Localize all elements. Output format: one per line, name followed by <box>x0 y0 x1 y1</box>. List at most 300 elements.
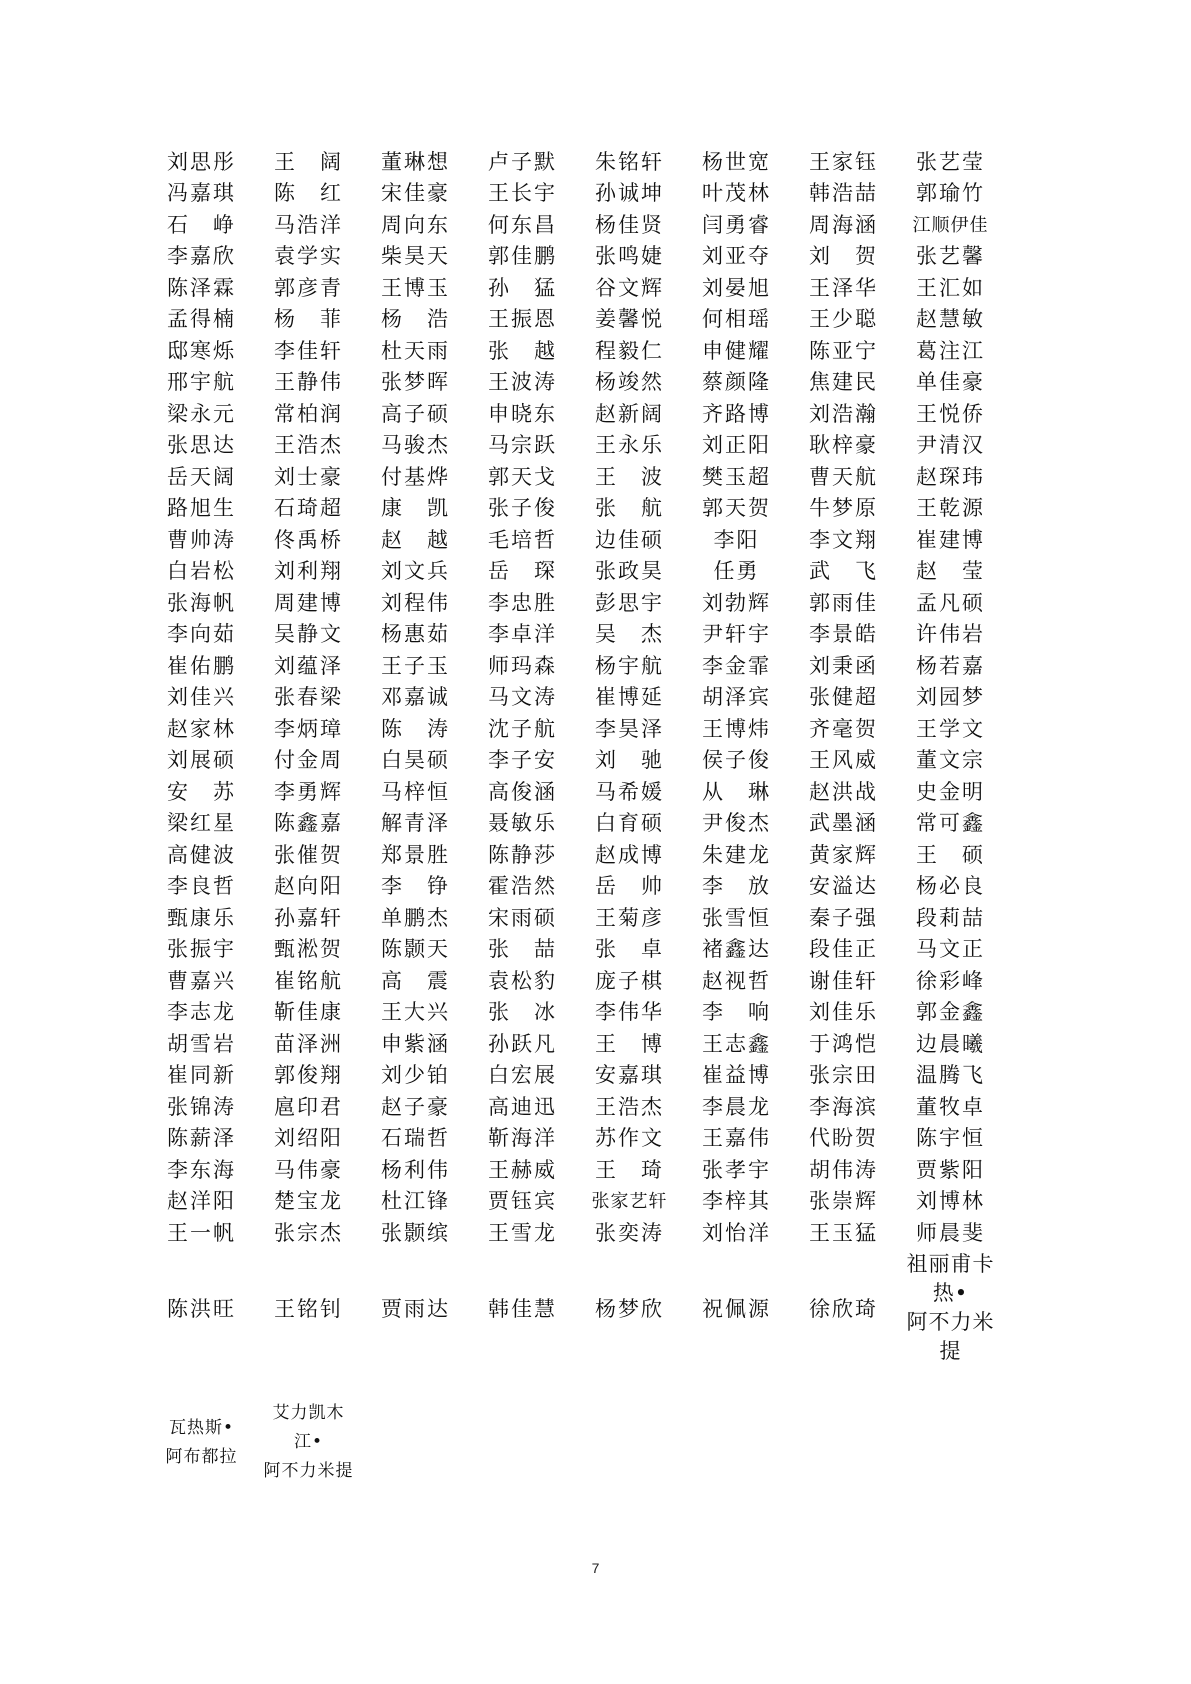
name-cell: 李梓其 <box>702 1189 771 1214</box>
name-row <box>148 492 1068 524</box>
name-cell: 岳天阔 <box>167 464 236 489</box>
name-cell: 石 峥 <box>167 212 236 237</box>
name-cell: 陈洪旺 <box>167 1296 236 1321</box>
name-cell: 杨 浩 <box>381 307 450 332</box>
page-number: 7 <box>591 1560 600 1576</box>
name-cell: 刘程伟 <box>381 590 450 615</box>
name-cell: 王少聪 <box>809 307 878 332</box>
name-cell: 李伟华 <box>595 1000 664 1025</box>
name-cell: 刘晏旭 <box>702 275 771 300</box>
name-cell: 张春梁 <box>274 685 343 710</box>
name-cell: 李金霏 <box>702 653 771 678</box>
name-cell: 崔建博 <box>916 527 985 552</box>
name-cell: 杨 菲 <box>274 307 343 332</box>
name-cell: 李嘉欣 <box>167 244 236 269</box>
name-cell: 孙嘉轩 <box>274 905 343 930</box>
name-cell: 刘园梦 <box>916 685 985 710</box>
name-cell: 苏作文 <box>595 1126 664 1151</box>
name-cell: 蔡颜隆 <box>702 370 771 395</box>
name-cell: 张 冰 <box>488 1000 557 1025</box>
name-cell: 高子硕 <box>381 401 450 426</box>
name-cell: 张艺莹 <box>916 149 985 174</box>
name-cell: 董文宗 <box>916 748 985 773</box>
name-cell: 刘秉函 <box>809 653 878 678</box>
name-row <box>148 1185 1068 1217</box>
name-cell: 张子俊 <box>488 496 557 521</box>
name-cell: 王子玉 <box>381 653 450 678</box>
name-cell: 李文翔 <box>809 527 878 552</box>
name-cell: 刘蕴泽 <box>274 653 343 678</box>
name-cell: 于鸿恺 <box>809 1031 878 1056</box>
name-cell: 焦建民 <box>809 370 878 395</box>
name-row <box>148 303 1068 335</box>
name-cell: 秦子强 <box>809 905 878 930</box>
name-cell: 马梓恒 <box>381 779 450 804</box>
name-cell: 杨宇航 <box>595 653 664 678</box>
name-cell: 王风威 <box>809 748 878 773</box>
name-row <box>148 775 1068 807</box>
name-cell: 张奕涛 <box>595 1220 664 1245</box>
name-cell: 徐欣琦 <box>809 1296 878 1321</box>
name-cell: 刘佳兴 <box>167 685 236 710</box>
name-cell: 常柏润 <box>274 401 343 426</box>
name-cell: 赵琛玮 <box>916 464 985 489</box>
name-cell: 李忠胜 <box>488 590 557 615</box>
name-cell: 贾钰宾 <box>488 1189 557 1214</box>
name-cell: 何东昌 <box>488 212 557 237</box>
name-cell: 从 琳 <box>702 779 771 804</box>
name-cell: 王一帆 <box>167 1220 236 1245</box>
name-cell: 韩佳慧 <box>488 1296 557 1321</box>
name-row <box>148 240 1068 272</box>
name-line: 热• <box>932 1280 969 1305</box>
name-cell: 白育硕 <box>595 811 664 836</box>
name-row <box>148 271 1068 303</box>
name-row <box>148 208 1068 240</box>
name-cell: 张锦涛 <box>167 1094 236 1119</box>
name-cell: 赵 莹 <box>916 559 985 584</box>
name-row <box>148 1216 1068 1248</box>
name-cell: 张颢缤 <box>381 1220 450 1245</box>
name-cell: 崔同新 <box>167 1063 236 1088</box>
name-cell: 侯子俊 <box>702 748 771 773</box>
name-cell: 佟禹桥 <box>274 527 343 552</box>
name-cell: 郑景胜 <box>381 842 450 867</box>
name-cell: 李东海 <box>167 1157 236 1182</box>
name-row <box>148 870 1068 902</box>
name-cell: 王菊彦 <box>595 905 664 930</box>
name-cell: 石琦超 <box>274 496 343 521</box>
name-cell: 姜馨悦 <box>595 307 664 332</box>
name-cell: 王雪龙 <box>488 1220 557 1245</box>
name-cell: 解青泽 <box>381 811 450 836</box>
name-cell: 郭佳鹏 <box>488 244 557 269</box>
name-cell: 甄淞贺 <box>274 937 343 962</box>
name-cell: 董牧卓 <box>916 1094 985 1119</box>
name-cell: 李 铮 <box>381 874 450 899</box>
name-cell: 王 琦 <box>595 1157 664 1182</box>
name-cell: 常可鑫 <box>916 811 985 836</box>
name-cell: 王博玉 <box>381 275 450 300</box>
name-cell: 孙跃凡 <box>488 1031 557 1056</box>
name-cell: 陈 涛 <box>381 716 450 741</box>
name-cell: 柴昊天 <box>381 244 450 269</box>
name-cell: 李景皓 <box>809 622 878 647</box>
name-cell: 张孝宇 <box>702 1157 771 1182</box>
name-cell: 周向东 <box>381 212 450 237</box>
name-cell: 闫勇睿 <box>702 212 771 237</box>
name-cell: 刘浩瀚 <box>809 401 878 426</box>
name-cell: 刘怡洋 <box>702 1220 771 1245</box>
name-cell: 郭天戈 <box>488 464 557 489</box>
name-cell: 齐毫贺 <box>809 716 878 741</box>
name-cell: 杨若嘉 <box>916 653 985 678</box>
name-cell: 王玉猛 <box>809 1220 878 1245</box>
name-cell: 温腾飞 <box>916 1063 985 1088</box>
name-cell: 张 卓 <box>595 937 664 962</box>
name-cell: 王乾源 <box>916 496 985 521</box>
name-cell: 耿梓豪 <box>809 433 878 458</box>
name-cell: 张雪恒 <box>702 905 771 930</box>
name-cell: 郭俊翔 <box>274 1063 343 1088</box>
name-cell: 陈宇恒 <box>916 1126 985 1151</box>
name-cell: 张宗田 <box>809 1063 878 1088</box>
name-cell: 王泽华 <box>809 275 878 300</box>
name-cell: 路旭生 <box>167 496 236 521</box>
name-cell: 韩浩喆 <box>809 181 878 206</box>
name-cell: 王 阔 <box>274 149 343 174</box>
name-cell: 孟凡硕 <box>916 590 985 615</box>
name-cell: 庞子棋 <box>595 968 664 993</box>
name-row <box>148 523 1068 555</box>
name-cell: 王家钰 <box>809 149 878 174</box>
name-cell: 楚宝龙 <box>274 1189 343 1214</box>
name-cell: 刘绍阳 <box>274 1126 343 1151</box>
name-cell: 郭瑜竹 <box>916 181 985 206</box>
name-cell: 江顺伊佳 <box>912 214 989 236</box>
name-cell: 赵 越 <box>381 527 450 552</box>
name-cell: 高 震 <box>381 968 450 993</box>
name-cell: 陈薪泽 <box>167 1126 236 1151</box>
name-cell: 马浩洋 <box>274 212 343 237</box>
name-cell: 冯嘉琪 <box>167 181 236 206</box>
name-cell: 袁松豹 <box>488 968 557 993</box>
name-cell: 崔博延 <box>595 685 664 710</box>
name-line: 阿不力米 <box>906 1309 995 1334</box>
name-cell: 刘少铂 <box>381 1063 450 1088</box>
name-row-final <box>148 1398 1068 1488</box>
name-cell: 马骏杰 <box>381 433 450 458</box>
name-cell: 赵向阳 <box>274 874 343 899</box>
name-cell: 张梦晖 <box>381 370 450 395</box>
name-cell: 李昊泽 <box>595 716 664 741</box>
name-cell: 杨惠茹 <box>381 622 450 647</box>
name-cell: 王悦侨 <box>916 401 985 426</box>
name-cell: 扈印君 <box>274 1094 343 1119</box>
name-cell: 曹嘉兴 <box>167 968 236 993</box>
name-cell: 樊玉超 <box>702 464 771 489</box>
name-cell: 马伟豪 <box>274 1157 343 1182</box>
name-cell: 李卓洋 <box>488 622 557 647</box>
name-cell: 白岩松 <box>167 559 236 584</box>
name-cell: 王 博 <box>595 1031 664 1056</box>
name-cell: 张 航 <box>595 496 664 521</box>
name-cell: 程毅仁 <box>595 338 664 363</box>
name-cell: 陈鑫嘉 <box>274 811 343 836</box>
name-cell: 刘文兵 <box>381 559 450 584</box>
name-cell: 杨佳贤 <box>595 212 664 237</box>
name-cell: 曹帅涛 <box>167 527 236 552</box>
name-cell: 朱铭轩 <box>595 149 664 174</box>
name-cell: 周海涵 <box>809 212 878 237</box>
name-cell: 靳佳康 <box>274 1000 343 1025</box>
name-cell: 朱建龙 <box>702 842 771 867</box>
name-cell: 杨世宽 <box>702 149 771 174</box>
name-cell: 张健超 <box>809 685 878 710</box>
name-cell: 尹俊杰 <box>702 811 771 836</box>
name-cell: 武 飞 <box>809 559 878 584</box>
name-cell: 贾紫阳 <box>916 1157 985 1182</box>
name-cell: 马文正 <box>916 937 985 962</box>
name-row <box>148 649 1068 681</box>
name-row <box>148 901 1068 933</box>
name-cell: 杜天雨 <box>381 338 450 363</box>
name-cell: 褚鑫达 <box>702 937 771 962</box>
name-cell: 叶茂林 <box>702 181 771 206</box>
name-cell: 张 越 <box>488 338 557 363</box>
name-cell: 董琳想 <box>381 149 450 174</box>
name-cell-multiline <box>255 1399 362 1486</box>
name-cell: 尹清汉 <box>916 433 985 458</box>
name-row <box>148 1090 1068 1122</box>
name-cell: 高健波 <box>167 842 236 867</box>
name-cell: 祝佩源 <box>702 1296 771 1321</box>
name-cell: 李子安 <box>488 748 557 773</box>
name-cell: 邸寒烁 <box>167 338 236 363</box>
name-cell: 张崇辉 <box>809 1189 878 1214</box>
name-cell: 王大兴 <box>381 1000 450 1025</box>
name-cell: 孟得楠 <box>167 307 236 332</box>
name-cell: 邓嘉诚 <box>381 685 450 710</box>
name-line: 提 <box>939 1338 962 1363</box>
name-cell: 卢子默 <box>488 149 557 174</box>
name-cell: 杨利伟 <box>381 1157 450 1182</box>
name-line: 阿不力米提 <box>263 1461 354 1481</box>
name-cell: 刘勃辉 <box>702 590 771 615</box>
name-cell: 陈 红 <box>274 181 343 206</box>
name-cell: 白昊硕 <box>381 748 450 773</box>
name-cell: 马文涛 <box>488 685 557 710</box>
name-cell: 袁学实 <box>274 244 343 269</box>
name-cell: 付金周 <box>274 748 343 773</box>
name-cell: 何相瑶 <box>702 307 771 332</box>
name-line: 艾力凯木 <box>272 1403 345 1423</box>
name-cell: 宋雨硕 <box>488 905 557 930</box>
name-cell: 史金明 <box>916 779 985 804</box>
name-cell: 杜江锋 <box>381 1189 450 1214</box>
name-cell: 吴 杰 <box>595 622 664 647</box>
name-cell: 张催贺 <box>274 842 343 867</box>
name-row <box>148 1059 1068 1091</box>
name-cell: 葛注江 <box>916 338 985 363</box>
name-cell: 王永乐 <box>595 433 664 458</box>
name-row <box>148 177 1068 209</box>
name-cell: 王 波 <box>595 464 664 489</box>
name-cell: 李晨龙 <box>702 1094 771 1119</box>
name-cell: 段佳正 <box>809 937 878 962</box>
name-cell: 刘利翔 <box>274 559 343 584</box>
name-cell: 曹天航 <box>809 464 878 489</box>
name-line: 瓦热斯• <box>168 1417 235 1438</box>
name-cell: 彭思宇 <box>595 590 664 615</box>
name-cell: 王浩杰 <box>274 433 343 458</box>
name-cell: 梁永元 <box>167 401 236 426</box>
name-cell: 李 放 <box>702 874 771 899</box>
name-cell: 陈泽霖 <box>167 275 236 300</box>
name-row <box>148 838 1068 870</box>
name-cell: 岳 帅 <box>595 874 664 899</box>
name-cell: 苗泽洲 <box>274 1031 343 1056</box>
name-cell: 师晨斐 <box>916 1220 985 1245</box>
name-cell: 胡伟涛 <box>809 1157 878 1182</box>
name-cell: 崔佑鹏 <box>167 653 236 678</box>
name-cell: 贾雨达 <box>381 1296 450 1321</box>
name-row <box>148 460 1068 492</box>
name-cell: 郭天贺 <box>702 496 771 521</box>
name-cell: 齐路博 <box>702 401 771 426</box>
name-cell: 赵慧敏 <box>916 307 985 332</box>
name-cell: 尹轩宇 <box>702 622 771 647</box>
name-cell: 李阳 <box>713 527 760 552</box>
name-line: 阿布都拉 <box>165 1446 238 1467</box>
name-cell: 单鹏杰 <box>381 905 450 930</box>
name-cell: 康 凯 <box>381 496 450 521</box>
name-cell: 吴静文 <box>274 622 343 647</box>
name-cell: 王博炜 <box>702 716 771 741</box>
name-cell: 白宏展 <box>488 1063 557 1088</box>
name-cell: 周建博 <box>274 590 343 615</box>
name-row <box>148 964 1068 996</box>
name-cell: 刘 贺 <box>809 244 878 269</box>
name-cell: 李勇辉 <box>274 779 343 804</box>
name-cell: 安 苏 <box>167 779 236 804</box>
name-cell: 谷文辉 <box>595 275 664 300</box>
name-cell: 代盼贺 <box>809 1126 878 1151</box>
name-row <box>148 933 1068 965</box>
name-cell: 张鸣婕 <box>595 244 664 269</box>
name-cell: 王嘉伟 <box>702 1126 771 1151</box>
name-row <box>148 1153 1068 1185</box>
name-row <box>148 397 1068 429</box>
name-row <box>148 807 1068 839</box>
name-cell: 胡泽宾 <box>702 685 771 710</box>
name-cell: 王浩杰 <box>595 1094 664 1119</box>
name-cell: 郭雨佳 <box>809 590 878 615</box>
name-cell: 聂敏乐 <box>488 811 557 836</box>
name-cell: 张 喆 <box>488 937 557 962</box>
name-row <box>148 334 1068 366</box>
name-cell: 边佳硕 <box>595 527 664 552</box>
name-cell: 王汇如 <box>916 275 985 300</box>
name-row <box>148 586 1068 618</box>
name-row-multiline <box>148 1248 1068 1368</box>
name-cell: 赵家林 <box>167 716 236 741</box>
name-cell: 申紫涵 <box>381 1031 450 1056</box>
name-row <box>148 618 1068 650</box>
name-cell: 安嘉琪 <box>595 1063 664 1088</box>
name-cell: 王静伟 <box>274 370 343 395</box>
name-cell: 刘 驰 <box>595 748 664 773</box>
name-cell: 崔益博 <box>702 1063 771 1088</box>
name-cell: 王学文 <box>916 716 985 741</box>
name-cell: 武墨涵 <box>809 811 878 836</box>
name-cell: 刘展硕 <box>167 748 236 773</box>
name-cell: 李海滨 <box>809 1094 878 1119</box>
name-cell: 孙诚坤 <box>595 181 664 206</box>
name-row <box>148 712 1068 744</box>
name-cell: 黄家辉 <box>809 842 878 867</box>
name-cell: 任勇 <box>713 559 760 584</box>
name-cell: 王 硕 <box>916 842 985 867</box>
name-line: 江• <box>293 1432 324 1452</box>
name-cell: 赵洋阳 <box>167 1189 236 1214</box>
name-cell: 杨必良 <box>916 874 985 899</box>
name-cell: 陈静莎 <box>488 842 557 867</box>
name-cell: 王波涛 <box>488 370 557 395</box>
name-cell: 刘士豪 <box>274 464 343 489</box>
name-cell: 谢佳轩 <box>809 968 878 993</box>
name-cell: 马宗跃 <box>488 433 557 458</box>
name-cell: 王长宇 <box>488 181 557 206</box>
name-cell: 刘亚夺 <box>702 244 771 269</box>
name-cell: 郭彦青 <box>274 275 343 300</box>
name-cell: 岳 琛 <box>488 559 557 584</box>
name-cell: 张思达 <box>167 433 236 458</box>
name-cell: 马希媛 <box>595 779 664 804</box>
name-row <box>148 1027 1068 1059</box>
name-cell: 许伟岩 <box>916 622 985 647</box>
name-cell: 牛梦原 <box>809 496 878 521</box>
name-cell: 边晨曦 <box>916 1031 985 1056</box>
name-cell: 单佳豪 <box>916 370 985 395</box>
name-cell: 宋佳豪 <box>381 181 450 206</box>
name-cell: 张宗杰 <box>274 1220 343 1245</box>
name-cell: 刘正阳 <box>702 433 771 458</box>
name-cell: 石瑞哲 <box>381 1126 450 1151</box>
name-cell: 李良哲 <box>167 874 236 899</box>
name-row <box>148 744 1068 776</box>
name-cell: 高迪迅 <box>488 1094 557 1119</box>
name-row <box>148 555 1068 587</box>
name-cell: 郭金鑫 <box>916 1000 985 1025</box>
name-cell: 张海帆 <box>167 590 236 615</box>
name-cell: 沈子航 <box>488 716 557 741</box>
name-cell: 毛培哲 <box>488 527 557 552</box>
name-cell: 段莉喆 <box>916 905 985 930</box>
name-cell: 李 响 <box>702 1000 771 1025</box>
name-cell: 李佳轩 <box>274 338 343 363</box>
name-cell: 甄康乐 <box>167 905 236 930</box>
name-cell: 张政昊 <box>595 559 664 584</box>
name-cell: 梁红星 <box>167 811 236 836</box>
name-cell: 王赫威 <box>488 1157 557 1182</box>
name-list-grid <box>148 145 1068 1488</box>
name-cell: 申晓东 <box>488 401 557 426</box>
name-cell: 杨梦欣 <box>595 1296 664 1321</box>
name-cell: 邢宇航 <box>167 370 236 395</box>
name-cell: 申健耀 <box>702 338 771 363</box>
name-cell: 王振恩 <box>488 307 557 332</box>
